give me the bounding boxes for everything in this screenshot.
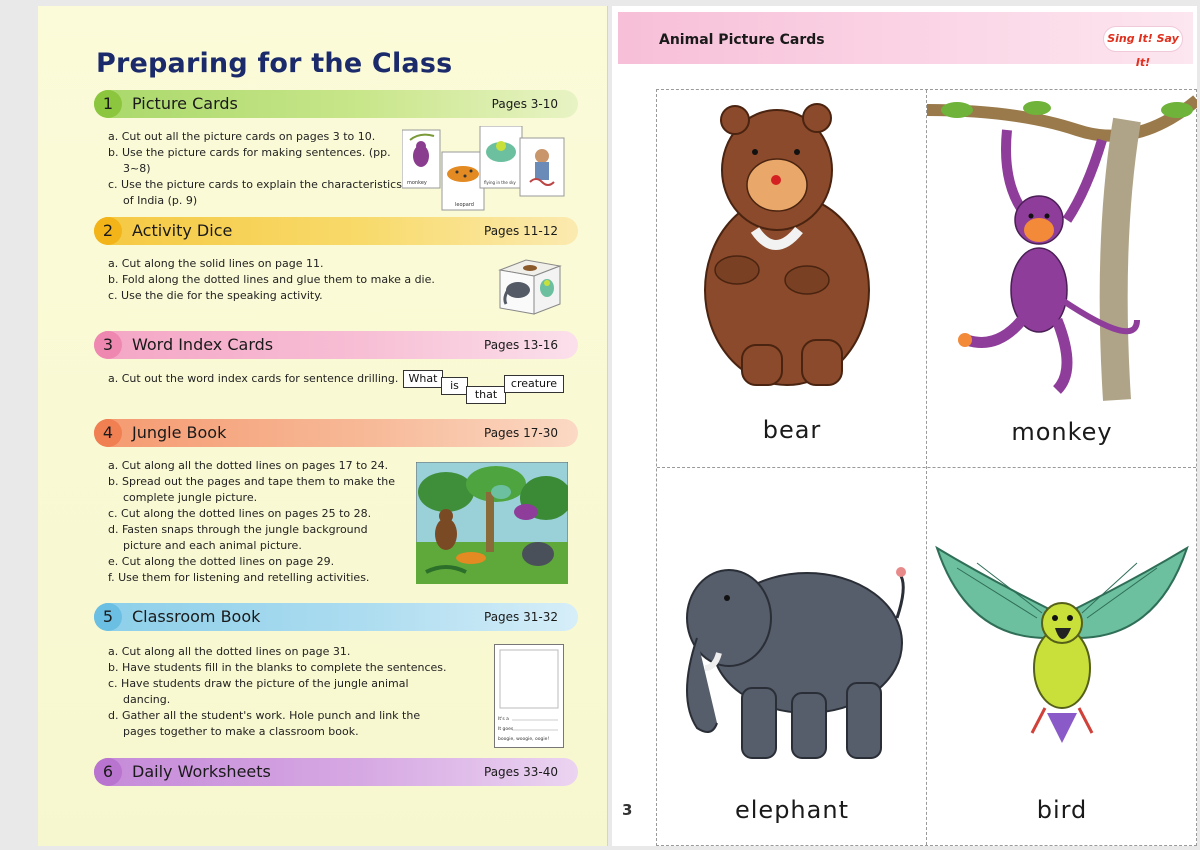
section-header-classroom-book xyxy=(94,603,578,631)
card-label: bird xyxy=(1036,796,1088,824)
bird-illustration xyxy=(927,468,1197,788)
list-item: a. Cut out the word index cards for sentence drilling. xyxy=(108,372,399,385)
section-pages: Pages 17-30 xyxy=(484,426,558,440)
picture-card-monkey xyxy=(927,90,1197,468)
section-items-activity-dice xyxy=(108,256,488,304)
page-number: 3 xyxy=(622,801,633,819)
list-item: b. Spread out the pages and tape them to make the complete jungle picture. xyxy=(108,475,396,504)
section-title: Classroom Book xyxy=(132,607,261,626)
list-item: c. Use the picture cards to explain the characteristics of India (p. 9) xyxy=(108,178,402,207)
activity-dice-thumbnail xyxy=(496,256,564,316)
card-label: monkey xyxy=(1011,418,1113,446)
page-header-title: Animal Picture Cards xyxy=(659,32,825,48)
thumb-label-monkey: monkey xyxy=(407,180,427,186)
list-item: a. Cut along all the dotted lines on pages 17 to 24. xyxy=(108,459,389,472)
section-title: Word Index Cards xyxy=(132,335,274,354)
list-item: d. Fasten snaps through the jungle background picture and each animal picture. xyxy=(108,523,368,552)
list-item: b. Use the picture cards for making sentences. (pp. 3~8) xyxy=(108,146,391,175)
book-line-2: It goes xyxy=(498,727,514,732)
thumb-label-leopard: leopard xyxy=(455,202,474,208)
page-header xyxy=(618,12,1193,69)
word-card-is: is xyxy=(441,377,468,395)
list-item: f. Use them for listening and retelling activities. xyxy=(108,571,370,584)
section-title: Activity Dice xyxy=(132,221,233,240)
section-items-word-index-cards xyxy=(108,371,408,387)
section-items-classroom-book xyxy=(108,644,448,740)
picture-card-elephant xyxy=(657,468,927,846)
right-page xyxy=(612,6,1197,846)
picture-card-bear xyxy=(657,90,927,468)
picture-cards-thumbnail xyxy=(402,126,572,216)
section-pages: Pages 31-32 xyxy=(484,610,558,624)
section-pages: Pages 3-10 xyxy=(491,97,558,111)
section-header-picture-cards xyxy=(94,90,578,118)
section-title: Jungle Book xyxy=(132,423,227,442)
picture-card-bird xyxy=(927,468,1197,846)
card-label: elephant xyxy=(735,796,849,824)
section-title: Daily Worksheets xyxy=(132,762,271,781)
classroom-book-thumbnail xyxy=(494,644,564,748)
word-card-creature: creature xyxy=(504,375,564,393)
section-pages: Pages 13-16 xyxy=(484,338,558,352)
section-number: 2 xyxy=(94,217,122,245)
section-title: Picture Cards xyxy=(132,94,238,113)
section-items-jungle-book xyxy=(108,458,408,586)
thumb-label-flying: flying in the sky xyxy=(484,180,516,185)
section-number: 4 xyxy=(94,419,122,447)
section-number: 6 xyxy=(94,758,122,786)
list-item: b. Have students fill in the blanks to complete the sentences. xyxy=(108,661,447,674)
section-pages: Pages 11-12 xyxy=(484,224,558,238)
section-items-picture-cards xyxy=(108,129,408,209)
left-page xyxy=(38,6,608,846)
list-item: a. Cut along all the dotted lines on page 31. xyxy=(108,645,351,658)
list-item: d. Gather all the student's work. Hole punch and link the pages together to make a classroom book. xyxy=(108,709,421,738)
brand-logo: Sing It! Say It! xyxy=(1103,26,1183,52)
elephant-illustration xyxy=(657,468,927,788)
picture-card-grid xyxy=(656,89,1197,846)
section-header-jungle-book xyxy=(94,419,578,447)
section-header-activity-dice xyxy=(94,217,578,245)
list-item: a. Cut along the solid lines on page 11. xyxy=(108,257,324,270)
section-number: 3 xyxy=(94,331,122,359)
word-card-that: that xyxy=(466,386,506,404)
list-item: c. Use the die for the speaking activity. xyxy=(108,289,323,302)
section-number: 5 xyxy=(94,603,122,631)
list-item: a. Cut out all the picture cards on pages 3 to 10. xyxy=(108,130,376,143)
list-item: b. Fold along the dotted lines and glue them to make a die. xyxy=(108,273,435,286)
section-number: 1 xyxy=(94,90,122,118)
section-header-daily-worksheets xyxy=(94,758,578,786)
list-item: c. Have students draw the picture of the jungle animal dancing. xyxy=(108,677,409,706)
list-item: c. Cut along the dotted lines on pages 25 to 28. xyxy=(108,507,372,520)
page-title: Preparing for the Class xyxy=(96,48,453,79)
card-label: bear xyxy=(762,416,822,444)
list-item: e. Cut along the dotted lines on page 29. xyxy=(108,555,335,568)
bear-illustration xyxy=(657,90,927,410)
monkey-illustration xyxy=(927,90,1197,410)
book-line-1: It's a xyxy=(498,717,509,722)
section-pages: Pages 33-40 xyxy=(484,765,558,779)
word-card-what: What xyxy=(403,370,443,388)
book-line-3: boogie, woogie, oogie! xyxy=(498,737,550,742)
jungle-book-thumbnail xyxy=(416,462,568,584)
section-header-word-index-cards xyxy=(94,331,578,359)
